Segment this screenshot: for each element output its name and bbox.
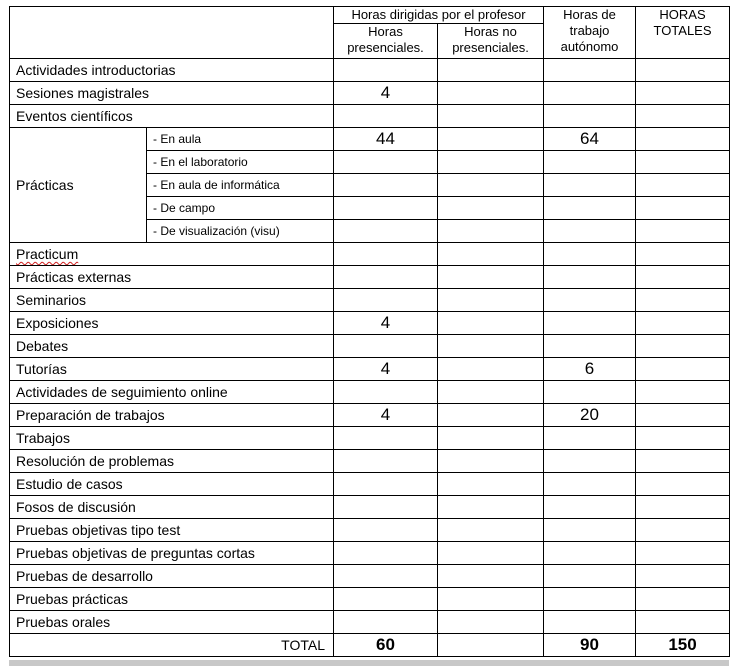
sub-row-label: - En el laboratorio (147, 151, 334, 174)
table-row (10, 266, 730, 289)
total-autonomo: 90 (544, 634, 636, 657)
row-label: Debates (10, 335, 334, 358)
total-row (10, 634, 730, 657)
presenciales-value: 44 (334, 128, 438, 151)
row-label: Pruebas orales (10, 611, 334, 634)
table-row (10, 335, 730, 358)
table-row (10, 243, 730, 266)
total-label: TOTAL (10, 634, 334, 657)
row-label: Trabajos (10, 427, 334, 450)
table-row (10, 105, 730, 128)
page-edge-strip (9, 660, 729, 666)
row-label: Tutorías (10, 358, 334, 381)
total-totales: 150 (636, 634, 730, 657)
presenciales-value: 4 (334, 82, 438, 105)
table-row (10, 59, 730, 82)
sub-row-label: - En aula de informática (147, 174, 334, 197)
table-row (10, 496, 730, 519)
table-row (10, 381, 730, 404)
row-label: Pruebas objetivas tipo test (10, 519, 334, 542)
table-row (10, 128, 730, 151)
table-row (10, 427, 730, 450)
table-row (10, 289, 730, 312)
row-label: Seminarios (10, 289, 334, 312)
row-label: Resolución de problemas (10, 450, 334, 473)
table-row (10, 404, 730, 427)
presenciales-value: 4 (334, 358, 438, 381)
row-label: Estudio de casos (10, 473, 334, 496)
table-row (10, 450, 730, 473)
row-label: Actividades de seguimiento online (10, 381, 334, 404)
table-row (10, 312, 730, 335)
row-label: Prácticas externas (10, 266, 334, 289)
presenciales-value: 4 (334, 312, 438, 335)
row-label: Actividades introductorias (10, 59, 334, 82)
row-label (10, 243, 334, 266)
practicum-text: Practicum (16, 246, 79, 262)
sub-row-label: - De visualización (visu) (147, 220, 334, 243)
autonomo-value: 64 (544, 128, 636, 151)
table-row (10, 588, 730, 611)
table-row (10, 542, 730, 565)
autonomo-value: 6 (544, 358, 636, 381)
row-label: Pruebas de desarrollo (10, 565, 334, 588)
sub-row-label: - En aula (147, 128, 334, 151)
row-label-practicas: Prácticas (10, 128, 147, 243)
presenciales-value: 4 (334, 404, 438, 427)
table-row (10, 611, 730, 634)
row-label: Sesiones magistrales (10, 82, 334, 105)
row-label: Pruebas prácticas (10, 588, 334, 611)
table-row (10, 358, 730, 381)
row-label: Eventos científicos (10, 105, 334, 128)
header-group-label: Horas dirigidas por el profesor (334, 7, 544, 24)
header-totales: HORAS TOTALES (636, 7, 730, 59)
table-row (10, 565, 730, 588)
total-presenciales: 60 (334, 634, 438, 657)
row-label: Pruebas objetivas de preguntas cortas (10, 542, 334, 565)
header-no-presenciales: Horas no presenciales. (438, 24, 544, 59)
row-label: Fosos de discusión (10, 496, 334, 519)
sub-row-label: - De campo (147, 197, 334, 220)
table-row (10, 473, 730, 496)
table-row (10, 519, 730, 542)
row-label: Exposiciones (10, 312, 334, 335)
header-presenciales: Horas presenciales. (334, 24, 438, 59)
row-label: Preparación de trabajos (10, 404, 334, 427)
hours-table (9, 6, 730, 657)
table-row (10, 82, 730, 105)
autonomo-value: 20 (544, 404, 636, 427)
header-blank-cell (10, 7, 334, 59)
header-autonomo: Horas de trabajo autónomo (544, 7, 636, 59)
